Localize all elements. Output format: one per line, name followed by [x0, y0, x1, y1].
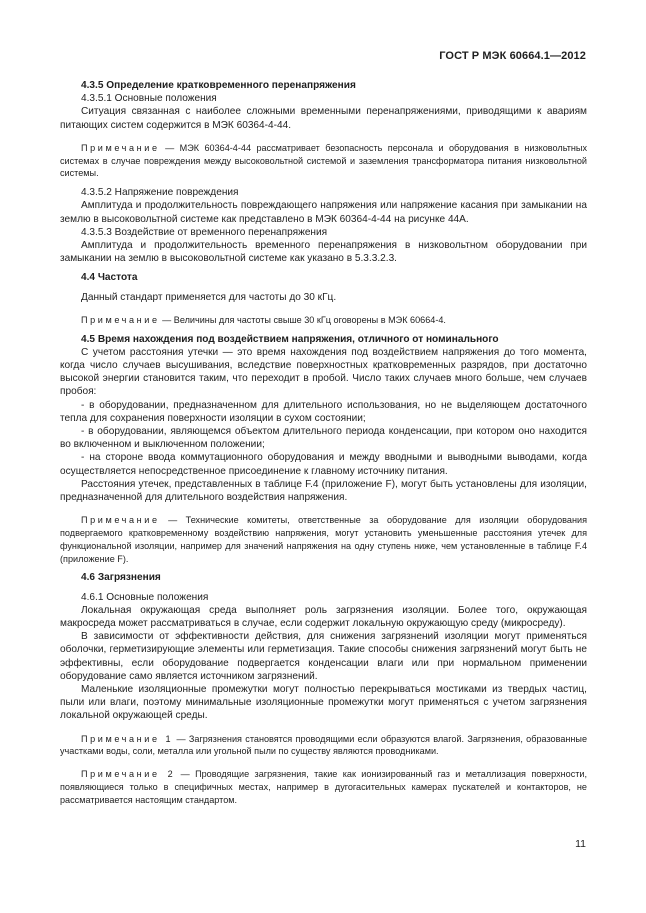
- note-1-contamination: [60, 733, 587, 759]
- note-label: Примечание: [81, 314, 160, 325]
- section-4-6-1-paragraph-3: Маленькие изоляционные промежутки могут полностью перекрываться мостиками из твердых частиц, пыли или влаги, поэтому минимальные изоляционные промежутки могут применяться с учетом загрязнения локальной окружающей среды.: [60, 684, 587, 722]
- note-technical-committees: [60, 514, 587, 565]
- note-mek-60364: [60, 142, 587, 180]
- section-4-3-5-1-title: 4.3.5.1 Основные положения: [81, 93, 217, 105]
- note-label: Примечание 2: [81, 769, 176, 780]
- note-text: — Загрязнения становятся проводящими если образуются влагой. Загрязнения, образованные участками воды, соли, металла или угольной пыли по существу являются проводниками.: [60, 733, 588, 757]
- section-4-4-paragraph: Данный стандарт применяется для частоты до 30 кГц.: [81, 291, 337, 303]
- note-2-conductive-contamination: [60, 768, 587, 806]
- page-content: [60, 79, 587, 807]
- section-4-6-1-paragraph-1: Локальная окружающая среда выполняет роль загрязнения изоляции. Более того, окружающая макросреда может рассматриваться в случае, если содержит локальную окружающую среду (микросреду).: [60, 604, 587, 630]
- section-4-5-title: 4.5 Время нахождения под воздействием напряжения, отличного от номинального: [81, 333, 499, 345]
- section-4-3-5-3-paragraph: Амплитуда и продолжительность временного перенапряжения в низковольтном оборудовании при замыкании на землю в высоковольтной системе как указано в 5.3.3.2.3.: [60, 240, 587, 265]
- section-4-3-5-2-paragraph: Амплитуда и продолжительность повреждающего напряжения или напряжение касания при замыкании на землю в высоковольтной системе как представлено в МЭК 60364-4-44 на рисунке 44А.: [60, 200, 587, 225]
- section-4-4-title: 4.4 Частота: [81, 272, 138, 284]
- note-text: — МЭК 60364-4-44 рассматривает безопасность персонала и оборудования в низковольтных системах в случае повреждения между высоковольтной системой и заземления трансформатора питания низковольтной системы.: [60, 142, 587, 179]
- note-frequency: [60, 314, 587, 327]
- section-4-6-1-paragraph-2: В зависимости от эффективности действия, для снижения загрязнений изоляции могут применяться оболочки, герметизирующие элементы или герметизация. Такие способы снижения загрязнений могут быть не эффективны, если оборудование подвергается конденсации влаги или при нормальном применении оборудование само является источником загрязнений.: [60, 631, 587, 682]
- note-text: — Величины для частоты свыше 30 кГц оговорены в МЭК 60664-4.: [159, 314, 446, 325]
- note-label: Примечание: [81, 142, 160, 153]
- note-label: Примечание: [81, 515, 160, 526]
- section-4-3-5-3-title: 4.3.5.3 Воздействие от временного перенапряжения: [81, 226, 328, 238]
- section-4-3-5-title: 4.3.5 Определение кратковременного перенапряжения: [81, 80, 356, 91]
- section-4-5-paragraph-2: Расстояния утечек, представленных в таблице F.4 (приложение F), могут быть установлены для изоляции, предназначенной для длительного воздействия напряжения.: [60, 478, 587, 504]
- section-4-6-1-title: 4.6.1 Основные положения: [81, 591, 209, 603]
- document-id-header: ГОСТ Р МЭК 60664.1—2012: [439, 50, 586, 62]
- section-4-6-title: 4.6 Загрязнения: [81, 572, 161, 584]
- note-text: — Проводящие загрязнения, такие как ионизированный газ и металлизация поверхности, появляющиеся только в специфичных местах, например в дугогасительных камерах пускателей и контакторов, не рассматривается настоящим стандартом.: [60, 769, 588, 805]
- note-text: — Технические комитеты, ответственные за оборудование для изоляции оборудования подвергаемого кратковременному воздействию напряжения, могут установить уменьшенные расстояния утечек для функциональной изоляции, например для значений напряжения на одну ступень ниже, чем установленные в таблице F.4 (приложение F).: [60, 515, 587, 564]
- section-4-5-bullet-2: - в оборудовании, являющемся объектом длительного периода конденсации, при котором оно находится во включенном и выключенном положении;: [60, 426, 587, 451]
- section-4-3-5-2-title: 4.3.5.2 Напряжение повреждения: [81, 187, 239, 199]
- section-4-5-bullet-3: - на стороне ввода коммутационного оборудования и между вводными и выводными выводами, когда осуществляется непосредственное присоединение к главному источнику питания.: [60, 452, 587, 477]
- section-4-5-bullet-1: - в оборудовании, предназначенном для длительного использования, но не выделяющем достаточного тепла для сохранения поверхности изоляции в сухом состоянии;: [60, 399, 587, 424]
- note-label: Примечание 1: [81, 733, 174, 744]
- page-number: 11: [575, 838, 586, 850]
- section-4-3-5-1-paragraph: Ситуация связанная с наиболее сложными временными перенапряжениями, приводящими к авариям питающих систем содержится в МЭК 60364-4-44.: [60, 106, 587, 131]
- section-4-5-paragraph-1: С учетом расстояния утечки — это время нахождения под воздействием напряжения до того момента, когда число случаев высушивания, вследствие поверхностных кратковременных разрядов, при достаточно высокой энергии становится таким, что переходит в пробой. Число таких случаев много больше, чем случаев пробоя:: [60, 346, 587, 398]
